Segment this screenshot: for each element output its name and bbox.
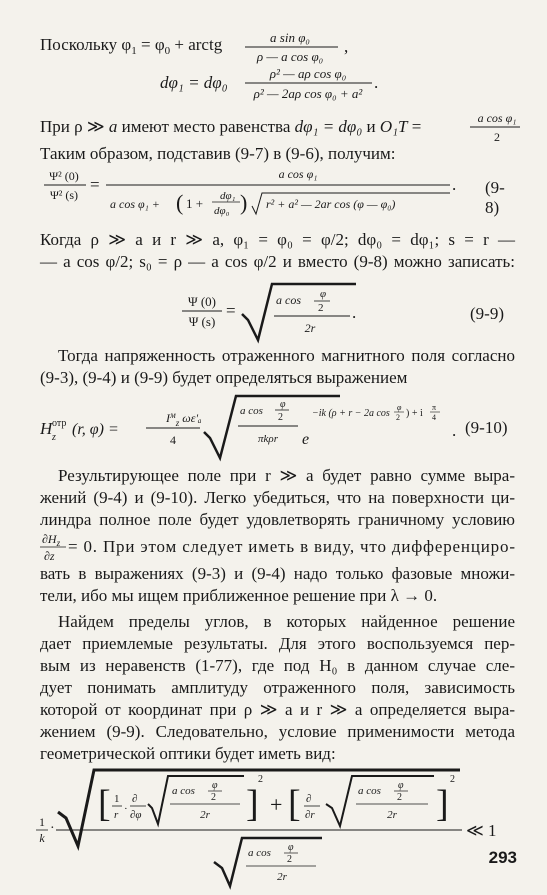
svg-text:2r: 2r <box>304 321 316 335</box>
equation-number-9-10: (9-10) <box>465 418 508 437</box>
svg-text:π: π <box>432 403 437 412</box>
svg-text:a sin φ₀: a sin φ₀ <box>270 30 310 45</box>
svg-text:(r, φ) =: (r, φ) = <box>72 421 119 438</box>
svg-text:.: . <box>374 73 379 92</box>
svg-text:,: , <box>344 37 349 56</box>
svg-text:]: ] <box>436 783 449 825</box>
text-line-14: тели, ибо мы ищем приближенное решение при λ → 0. <box>40 586 438 605</box>
svg-text:dφ₁ = dφ₀: dφ₁ = dφ₀ <box>160 73 228 92</box>
svg-text:Поскольку φ1 = φ0 + arctg: Поскольку $\varphi_1 = \varphi_0$ + arctg <box>40 35 223 57</box>
svg-text:a cos: a cos <box>276 293 301 307</box>
svg-text:Iмz ωε'ₐ: $I^м_z$ ωε'ₐ <box>166 410 202 428</box>
svg-text:∂: ∂ <box>132 793 138 805</box>
text-line-13: вать в выражениях (9-3) и (9-4) надо только фазовые множи- <box>40 564 515 583</box>
svg-text:a cos: a cos <box>248 847 271 859</box>
svg-text:2: 2 <box>211 792 216 803</box>
svg-text:a cos φ₁: a cos φ₁ <box>477 111 517 125</box>
svg-text:2: 2 <box>450 774 455 785</box>
svg-text:·: · <box>124 803 128 815</box>
svg-text:∂Hz: $\partial H_z$ <box>42 532 61 548</box>
svg-text:r² + a² — 2ar cos (φ — φ₀): r² + a² — 2ar cos (φ — φ₀) <box>266 197 396 211</box>
svg-text:−ik (ρ + r − 2a cos: −ik (ρ + r − 2a cos <box>312 408 390 419</box>
text-line-4: Таким образом, подставив (9-7) в (9-6), получим: <box>40 144 396 163</box>
svg-text:2r: 2r <box>200 809 210 821</box>
svg-text:отр: отр <box>52 418 67 429</box>
svg-text:e: e <box>302 431 310 448</box>
svg-text:φ: φ <box>212 780 218 791</box>
svg-text:ρ² — 2aρ cos φ₀ + a²: ρ² — 2aρ cos φ₀ + a² <box>253 86 363 101</box>
svg-text:2: 2 <box>318 302 324 314</box>
text-line-5: Когда ρ ≫ a и r ≫ a, φ₁ = φ₀ = φ/2; dφ₀ = dφ₁; s = r — <box>40 230 515 249</box>
svg-text:2: 2 <box>258 774 263 785</box>
svg-text:dφ₀: dφ₀ <box>214 205 230 217</box>
svg-text:) + i: ) + i <box>406 408 423 419</box>
svg-text:]: ] <box>246 783 259 825</box>
svg-text:φ: φ <box>398 780 404 791</box>
svg-text:φ: φ <box>280 399 286 410</box>
svg-text:a cos: a cos <box>240 405 263 417</box>
text-line-8: (9-3), (9-4) и (9-9) будет определяться выражением <box>40 368 408 387</box>
svg-text:При ρ ≫ a имеют место равенств: При ρ ≫ a имеют место равенства dφ₁ = dφ₀ и O₁T = <box>40 117 422 136</box>
svg-text:.: . <box>452 175 457 194</box>
equation-9-8 <box>40 166 510 225</box>
svg-text:ρ² — aρ cos φ₀: ρ² — aρ cos φ₀ <box>269 66 347 81</box>
text-line-19: которой от координат при ρ ≫ a и r ≫ a определяется выра- <box>40 700 515 719</box>
svg-text:∂z: ∂z <box>44 549 55 563</box>
svg-text:Ψ² (0): Ψ² (0) <box>49 169 79 183</box>
text-line-16: дает приемлемые результаты. Для этого воспользуемся пер- <box>40 634 515 653</box>
text-line-15: Найдем пределы углов, в которых найденное решение <box>58 612 515 631</box>
svg-text:=: = <box>226 301 236 320</box>
svg-text:[: [ <box>98 783 111 825</box>
text-line-11: линдра полное поле будет удовлетворять граничному условию <box>40 510 515 529</box>
svg-text:=: = <box>90 175 100 194</box>
text-line-21: геометрической оптики будет иметь вид: <box>40 744 336 763</box>
svg-text:4: 4 <box>432 413 436 422</box>
svg-text:ρ — a cos φ₀: ρ — a cos φ₀ <box>256 49 324 64</box>
svg-text:Ψ² (s): Ψ² (s) <box>49 188 79 202</box>
svg-text:z: z <box>52 432 56 443</box>
page-number: 293 <box>488 848 517 867</box>
svg-text:4: 4 <box>170 433 176 447</box>
text-line-7: Тогда напряженность отраженного магнитного поля согласно <box>58 346 515 365</box>
svg-text:1: 1 <box>114 793 120 805</box>
svg-text:2: 2 <box>397 792 402 803</box>
svg-text:H: H <box>40 419 53 438</box>
svg-text:Ψ (0): Ψ (0) <box>188 294 216 309</box>
applicability-inequality <box>30 766 500 895</box>
svg-text:·: · <box>50 821 55 836</box>
svg-text:2: 2 <box>287 854 292 865</box>
svg-text:2: 2 <box>494 130 500 144</box>
svg-text:1 +: 1 + <box>186 196 204 211</box>
svg-text:a cos: a cos <box>172 785 195 797</box>
svg-text:φ: φ <box>288 842 294 853</box>
svg-text:2r: 2r <box>277 871 287 883</box>
svg-text:2: 2 <box>278 412 283 423</box>
formula-dphi1 <box>160 64 400 109</box>
svg-text:a cos: a cos <box>358 785 381 797</box>
svg-text:+: + <box>270 792 283 817</box>
equation-number-9-8: (9-8) <box>485 178 505 217</box>
svg-text:r: r <box>114 809 119 821</box>
svg-text:2: 2 <box>396 413 400 422</box>
svg-text:πkρr: πkρr <box>258 433 278 445</box>
svg-text:φ: φ <box>320 288 327 300</box>
svg-text:φ: φ <box>397 403 402 412</box>
text-line-17: вым из неравенств (1-77), где под H₀ в данном случае сле- <box>40 656 515 675</box>
equation-9-10 <box>40 392 460 467</box>
text-line-20: жением (9-9). Следовательно, условие применимости метода <box>40 722 515 741</box>
text-line-9: Результирующее поле при r ≫ a будет равно сумме выра- <box>58 466 515 485</box>
svg-text:Ψ (s): Ψ (s) <box>188 314 216 329</box>
text-line-18: дует понимать амплитуду отраженного поля, зависимость <box>40 678 515 697</box>
svg-text:2r: 2r <box>387 809 397 821</box>
svg-text:∂φ: ∂φ <box>130 809 142 821</box>
svg-text:∂r: ∂r <box>305 809 315 821</box>
svg-text:1: 1 <box>39 815 45 829</box>
svg-text:.: . <box>352 303 357 322</box>
equation-number-9-9: (9-9) <box>470 304 504 323</box>
text-line-6: — a cos φ/2; s₀ = ρ — a cos φ/2 и вместо (9-8) можно записать: <box>40 252 515 271</box>
svg-text:a cos φ₁: a cos φ₁ <box>278 167 318 181</box>
svg-text:(: ( <box>176 190 184 215</box>
equation-9-9 <box>180 280 380 349</box>
svg-text:≪ 1: ≪ 1 <box>466 821 497 840</box>
text-line-10: жений (9-4) и (9-10). Легко убедиться, что на поверхности ци- <box>40 488 515 507</box>
svg-text:a cos φ₁ +: a cos φ₁ + <box>110 197 160 211</box>
svg-text:dφ₁: dφ₁ <box>220 190 236 202</box>
svg-text:): ) <box>240 190 248 215</box>
svg-text:[: [ <box>288 783 301 825</box>
svg-text:k: k <box>39 831 45 845</box>
svg-text:= 0. При этом следует иметь в: = 0. При этом следует иметь в виду, что дифференциро- <box>68 537 515 556</box>
svg-text:.: . <box>452 421 457 440</box>
svg-text:∂: ∂ <box>306 793 312 805</box>
